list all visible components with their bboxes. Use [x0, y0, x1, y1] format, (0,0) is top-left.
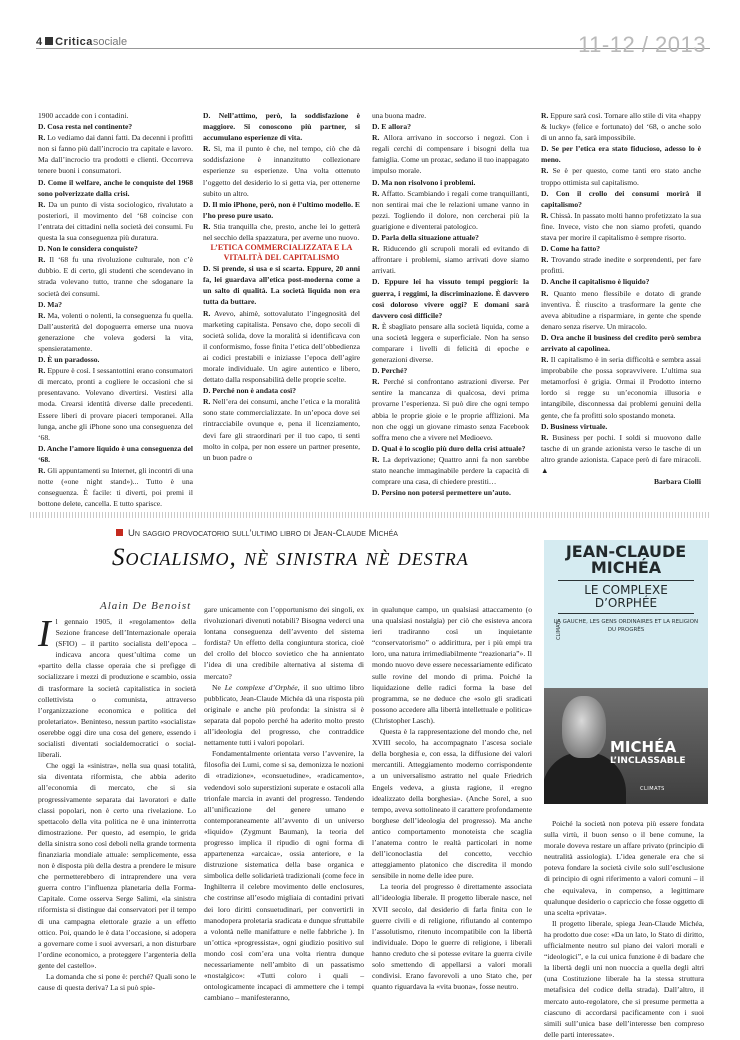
- answer-marker: R.: [372, 133, 380, 143]
- band-tagline: L’INCLASSABLE: [610, 756, 686, 766]
- answer-paragraph: [372, 321, 529, 365]
- band-publisher: CLIMATS: [640, 786, 665, 792]
- answer-marker: R.: [38, 199, 46, 209]
- answer-text: Stia tranquilla che, presto, anche lei lo getterà nel secchio della spazzatura, per averne uno nuovo.: [203, 221, 360, 243]
- answer-marker: R.: [203, 397, 211, 407]
- answer-marker: R.: [541, 288, 549, 298]
- question-paragraph: D. Anche l’amore liquido è una conseguenza del ‘68.: [38, 443, 193, 464]
- answer-text: Il ‘68 fu una rivoluzione culturale, non c’è dubbio. E di certo, gli studenti che scendevano in strada volevano tutto, tranne che sdoganare la società dei consumi.: [38, 255, 193, 298]
- answer-marker: R.: [372, 321, 380, 331]
- article-paragraph: l gennaio 1905, il «regolamento» della Sezione francese dell’Internazionale operaia (SFIO) – il partito socialista dell’epoca – indicava ancora quest’ultima come un «partito della classe operaia che si prefigge di socializzare i mezzi di produzione e scambio, ossia di trasformare la società capitalistica in società collettivista o comunista, attraverso l’organizzazione economica e politica del proletariato». Beninteso, nessun partito «socialista» oserebbe oggi dire una cosa del genere, essendo i socialisti diventati socialdemocratici o social-liberali.: [38, 617, 196, 760]
- answer-text: Gli appuntamenti su Internet, gli incontri di una notte («one night stand»)... Tutto è una conseguenza. È facile: ti diverti, poi premi il bottone delete, cancella. E tutto sparisce.: [38, 466, 193, 509]
- article-paragraph: Il progetto liberale, spiega Jean-Claude Michéa, ha prodotto due cose: «Da un lato, lo Stato di diritto, ufficialmente neutro sul piano dei valori morali e “ideologici”, e la cui unica funzione è di badare che la libertà degli uni non nuoccia a quella degli altri (una Costituzione liberale ha la stessa struttura metafisica del codice della strada). Dall’altro, il mercato auto-regolatore, che si presume permetta a ciascuno di accordarsi pacificamente con i suoi simili sull’unica base dell’interesse ben compreso delle parti interessate».: [544, 918, 704, 1039]
- answer-marker: R.: [38, 466, 46, 475]
- book-title-italic: Le complexe d’Orphée: [224, 682, 298, 692]
- question-paragraph: D. Ma?: [38, 299, 63, 309]
- answer-text: Lo vediamo dai danni fatti. Da decenni i profitti non si fanno più dall’incrocio tra capitale e lavoro. Ma dall’incrocio tra prodotti e clienti. Occorreva tenere buoni i consumatori.: [38, 133, 194, 176]
- book-author: JEAN-CLAUDE MICHÉA: [565, 542, 687, 577]
- author-signature: Barbara Ciolli: [653, 477, 701, 487]
- article-paragraph: Che oggi la «sinistra», nella sua quasi totalità, sia diventata riformista, che abbia aderito all’economia di mercato, che si sia progressivamente separata dai lavoratori e dalle classi popolari, non è certo una rivelazione. Lo spettacolo della vita politica ne è una ininterrotta dimostrazione. Per questo, ad esempio, le grida della sinistra sono così deboli nella grande tormenta finanziaria mondiale attuale: semplicemente, essa non è disposta più della destra a prendere le misure che permetterebbero di intraprendere una vera guerra contro l’influenza planetaria della Forma-Capitale. Come osserva Serge Salimi, «la sinistra riformista si distingue dai conservatori per il tempo di una campagna elettorale grazie a un effetto ottico. Poi, quando le è data l’occasione, si adopera a governare come i suoi avversari, a non disturbare l’ordine economico, a proteggere l’argenteria della gente del castello».: [38, 761, 196, 970]
- question-paragraph: D. È un paradosso.: [38, 355, 100, 365]
- answer-text: Chissà. In passato molti hanno profetizzato la sua fine. Invece, visto che non siamo profeti, quando stava per morire il capitalismo è sempre risorto.: [541, 210, 701, 243]
- section-divider: [30, 512, 710, 518]
- answer-paragraph: [203, 396, 360, 463]
- question-paragraph: D. Il mio iPhone, però, non è l’ultimo modello. E l’ho preso pure usato.: [203, 199, 360, 220]
- book-title: LE COMPLEXE D’ORPHÉE: [558, 580, 694, 614]
- band-name: MICHÉA: [610, 738, 676, 756]
- interview-column-2: [203, 110, 360, 463]
- question-paragraph: D. Si prende, si usa e si scarta. Eppure, 20 anni fa, lei guardava all’etica post-moderna come a un salto di qualità. La società liquida non era tutta da buttare.: [203, 264, 360, 307]
- question-paragraph: D. Come il welfare, anche le conquiste del 1968 sono polverizzate dalla crisi.: [38, 177, 193, 198]
- answer-paragraph: [38, 254, 193, 298]
- answer-marker: R.: [203, 144, 211, 154]
- photo-face: [562, 696, 606, 758]
- answer-marker: R.: [38, 310, 46, 320]
- answer-text: Business per pochi. I soldi si muovono dalle tasche di un grande azionista verso le tasche di un altro grande azionista. Capace però di fare miracoli. ▲: [541, 432, 701, 475]
- answer-text: Quanto meno flessibile e dotato di grande inventiva. È riuscito a trasformare la gente che aveva abitudine a risparmiare, in gente che spende denaro senza riserve. Un miracolo.: [541, 288, 701, 331]
- question-paragraph: D. Business virtuale.: [541, 421, 608, 431]
- article-column-1: [38, 613, 196, 993]
- article-paragraph: [204, 682, 364, 749]
- square-icon: [116, 529, 123, 536]
- answer-text: Il capitalismo è in seria difficoltà e sembra assai improbabile che possa sopravvivere. L’ultima sua metamorfosi è grigia. Ormai il Prodotto interno lordo si regge su un’economia illusoria e intangibile, disconnessa dai problemi genuini della gente, che fa profitti solo spostando moneta.: [541, 355, 701, 420]
- answer-marker: R.: [372, 454, 380, 464]
- answer-text: Sì, ma il punto è che, nel tempo, ciò che dà soddisfazione è innanzitutto collezionare esperienze su esperienze. Una volta ottenuto l’oggetto del desiderio lo si getta via, per ottenerne subito un altro.: [203, 144, 360, 198]
- answer-text: La deprivazione; Quattro anni fa non sarebbe stato neanche immaginabile perdere la capacità di comprare una casa, di chiedere prestiti…: [372, 454, 529, 487]
- question-paragraph: D. Se per l’etica era stato fiducioso, adesso lo è meno.: [541, 144, 701, 165]
- answer-paragraph: [541, 354, 701, 421]
- text-run: Ne: [212, 682, 225, 692]
- answer-paragraph: [203, 308, 360, 386]
- interview-column-4: [541, 110, 701, 487]
- text-paragraph: 1900 accadde con i contadini.: [38, 111, 129, 120]
- article-paragraph: in qualunque campo, un qualsiasi attaccamento (o una qualsiasi nostalgia) per ciò che esisteva ancora ieri tradiranno così un inquietante “conservatorismo” o addirittura, per i più empi tra loro, una natura irrimediabilmente “reazionaria”». Il mondo nuovo deve essere necessariamente edificato sulle rovine del mondo di prima. Poiché la liquidazione delle radici forma la base del programma, se ne deduce che «solo gli sradicati possono accedere alla libertà intellettuale e politica» (Christopher Lasch).: [372, 605, 532, 725]
- answer-paragraph: [541, 432, 701, 476]
- answer-paragraph: [541, 288, 701, 332]
- answer-text: Nell’era dei consumi, anche l’etica e la moralità sono state commercializzate. In un’epoca dove sei rintracciabile ovunque e, pena il licenziamento, devi fare gli straordinari per il tuo capo, ti senti molto in colpa, per non essere un partner presente, un buon padre o: [203, 397, 360, 462]
- answer-paragraph: [38, 365, 193, 443]
- answer-text: Allora arrivano in soccorso i negozi. Con i regali cerchi di compensare i bisogni della tua famiglia. Come un prozac, sedano il tuo inappagato impulso morale.: [372, 133, 529, 176]
- article-column-3: [372, 604, 532, 992]
- article-paragraph: Poiché la società non poteva più essere fondata sulla virtù, il buon senso o il bene comune, la morale doveva restare un affare privato (principio di neutralità assiologia). L’idea generale era che si poteva fondare la società civile solo sull’esclusione di principio di ogni riferimento a valori comuni – il che equivaleva, in compenso, a legittimare qualunque desiderio o capriccio che fosse oggetto di una scelta «privata».: [544, 819, 704, 917]
- answer-paragraph: [372, 454, 529, 487]
- answer-paragraph: [541, 165, 701, 187]
- interview-column-4-body: [541, 110, 701, 476]
- answer-marker: R.: [541, 210, 549, 220]
- article-paragraph: Questa è la rappresentazione del mondo che, nel XVIII secolo, ha accompagnato l’ascesa sociale della borghesia e, con essa, la diffusione dei valori mercantili. Atteggiamento moderno corrispondente a un universalismo astratto nel quale Friedrich Engels vedeva, a giusta ragione, il «regno idealizzato della borghesia». (Anche Sorel, a suo tempo, aveva sottolineato il carattere profondamente borghese dell’ideologia del progresso). Ma anche antico comportamento monoteista che scaglia l’anatema contro le realtà particolari in nome dell’iconoclastia del concetto, vecchio atteggiamento platonico che discredita il mondo sensibile in nome delle idee pure.: [372, 727, 532, 881]
- interview-column-3: [372, 110, 529, 498]
- answer-paragraph: [203, 143, 360, 198]
- book-cover: [544, 540, 708, 804]
- issue-date: 11-12 / 2013: [578, 32, 706, 57]
- question-paragraph: D. Con il crollo dei consumi morirà il capitalismo?: [541, 188, 701, 209]
- question-paragraph: D. Anche il capitalismo è liquido?: [541, 277, 650, 287]
- answer-text: Trovando strade inedite e sorprendenti, per fare profitti.: [541, 255, 701, 276]
- question-paragraph: D. Non le considera conquiste?: [38, 244, 138, 254]
- question-paragraph: D. Nell’attimo, però, la soddisfazione è maggiore. Si conoscono più partner, si accumulano esperienze di vita.: [203, 111, 360, 143]
- answer-paragraph: [541, 210, 701, 243]
- question-paragraph: D. Qual è lo scoglio più duro della crisi attuale?: [372, 443, 526, 453]
- book-publisher: CLIMATS: [556, 618, 562, 640]
- question-paragraph: D. Come ha fatto?: [541, 244, 601, 254]
- answer-text: Se è per questo, come tanti ero stato anche troppo ottimista sul capitalismo.: [541, 166, 701, 187]
- answer-marker: R.: [541, 355, 549, 365]
- section-subheading: L’ETICA COMMERCIALIZZATA E LA VITALITÀ DEL CAPITALISMO: [210, 243, 353, 263]
- answer-text: Perché si confrontano astrazioni diverse. Per sentire la mancanza di qualcosa, devi prima provarne l’esperienza. Si può dire che ogni tempo abbia le proprie gioie e le proprie afflizioni. Ma non che oggi un giovane rimasto senza Facebook soffra meno che a vivere nel Medioevo.: [372, 377, 529, 442]
- answer-paragraph: [541, 254, 701, 276]
- answer-marker: R.: [541, 111, 549, 120]
- article-headline: Socialismo, nè sinistra nè destra: [112, 544, 469, 571]
- square-icon: [45, 37, 53, 45]
- question-paragraph: D. Cosa resta nel continente?: [38, 122, 133, 132]
- text-paragraph: una buona madre.: [372, 111, 427, 120]
- answer-paragraph: [38, 199, 193, 243]
- page-number-group: [36, 36, 127, 48]
- answer-paragraph: [372, 188, 529, 232]
- article-paragraph: La domanda che si pone è: perché? Quali sono le cause di questa deriva? La si può spie-: [38, 972, 196, 993]
- page-header: [30, 28, 710, 64]
- question-paragraph: D. Eppure lei ha vissuto tempi peggiori: la guerra, i reggimi, la discriminazione. È davvero così doloroso vivere oggi? E domani sarà davvero così difficile?: [372, 277, 529, 320]
- question-paragraph: D. Ma non risolvono i problemi.: [372, 177, 476, 187]
- answer-marker: R.: [541, 255, 549, 265]
- question-paragraph: D. Ora anche il business del credito però sembra arrivato al capolinea.: [541, 332, 701, 353]
- question-paragraph: D. Parla della situazione attuale?: [372, 233, 479, 243]
- answer-text: Affatto. Scambiando i regali come tranquillanti, non sentirai mai che le relazioni umane vanno in pezzi. Togliendo il dolore, non cercherai più la guarigione e diventerai patologico.: [372, 188, 529, 231]
- brand-suffix: sociale: [92, 36, 128, 48]
- article-paragraph: La teoria del progresso è direttamente associata all’ideologia liberale. Il progetto liberale nasce, nel XVII secolo, dal desiderio di farla finita con le guerre civili e di religione, rifiutando al contempo l’assolutismo, ritenuto incompatibile con la libertà individuale. Dopo le guerre di religione, i liberali hanno creduto che si potesse evitare la guerra civile solo smettendo di appellarsi a valori morali condivisi. Erano favorevoli a uno Stato che, per quanto riguardava la «vita buona», fosse neutro.: [372, 882, 532, 992]
- answer-marker: R.: [541, 432, 549, 442]
- answer-paragraph: [203, 221, 360, 243]
- answer-paragraph: [372, 132, 529, 176]
- answer-marker: R.: [372, 377, 380, 387]
- kicker-text: Un saggio provocatorio sull’ultimo libro di Jean-Claude Michéa: [128, 528, 398, 539]
- text-run: , il suo ultimo libro pubblicato, Jean-Claude Michéa dà una risposta più originale e anche più profonda: la sinistra si è separata dal popolo perché ha aderito molto presto all’ideologia del progresso, che contraddice nettamente tutti i valori popolari.: [204, 682, 364, 748]
- answer-marker: R.: [38, 133, 46, 143]
- answer-marker: R.: [38, 255, 46, 265]
- answer-marker: R.: [372, 244, 380, 254]
- question-paragraph: D. Perché non è andata così?: [203, 386, 297, 396]
- answer-paragraph: [38, 310, 193, 354]
- brand-name: Critica: [55, 36, 93, 48]
- book-subtitle: LA GAUCHE, LES GENS ORDINAIRES ET LA RELIGION DU PROGRÈS: [553, 619, 699, 633]
- answer-paragraph: [372, 243, 529, 276]
- author-photo: [544, 688, 708, 804]
- article-kicker: [116, 528, 398, 539]
- answer-marker: R.: [203, 308, 211, 318]
- article-column-4: [544, 818, 704, 1040]
- answer-marker: R.: [203, 221, 211, 231]
- answer-paragraph: [372, 376, 529, 443]
- answer-text: Da un punto di vista sociologico, rivalutato a posteriori, il movimento del ‘68 coincise con l’entrata dei cittadini nella società dei consumi. Fu questa la sua conseguenza più duratura.: [38, 199, 193, 243]
- answer-text: È sbagliato pensare alla società liquida, come a una società leggera e superficiale. Non ha senso comparare i livelli di felicità di epoche e generazioni diverse.: [372, 321, 529, 365]
- answer-marker: R.: [541, 166, 549, 176]
- interview-column-1: [38, 110, 193, 509]
- answer-paragraph: [38, 132, 193, 176]
- question-paragraph: D. Perché?: [372, 366, 408, 376]
- answer-paragraph: [541, 110, 701, 143]
- answer-text: Riducendo gli scrupoli morali ed evitando di affrontare i problemi, siamo arrivati dove siamo arrivati.: [372, 244, 529, 276]
- article-paragraph: Fondamentalmente orientata verso l’avvenire, la filosofia dei Lumi, come si sa, demonizza le nozioni di «tradizione», «consuetudine», «radicamento», vedendovi solo superstizioni superate e ostacoli alla trionfale marcia in avanti del progresso. Tendendo all’unificazione del genere umano e contemporaneamente all’avvento di un universo «liquido» (Zygmunt Bauman), la teoria del progresso implica il ripudio di ogni forma di appartenenza «arcaica», ossia anteriore, e la distruzione sistematica della base organica e simbolica delle solidarietà tradizionali (come fece in Inghilterra il celebre movimento delle enclosures, che costrinse all’esodo migliaia di contadini privati dei loro diritti consuetudinari, per convertirli in manodopera proletaria sradicata e dunque sfruttabile a volontà nelle manifatture e nelle fabbriche ). In un’ottica «progressista», ogni giudizio positivo sul mondo così com’era una volta rientra dunque necessariamente nell’ambito di un passatismo «nostalgico»: «Tutti coloro i quali – ontologicamente incapaci di ammettere che i tempi cambiano – manifesteranno,: [204, 749, 364, 1003]
- question-paragraph: D. Persino non potersi permettere un’auto.: [372, 488, 511, 498]
- article-column-2: [204, 604, 364, 1003]
- answer-text: Eppure è così. I sessantottini erano consumatori di mercato, pronti a cogliere le occasioni che si presentavano. Volevano divertirsi. Vestirsi alla moda. Crearsi identità diverse dalle precedenti. Essere liberi di provare piaceri temporanei. Alla lunga, anche gli iPhone sono una conseguenza del ‘68.: [38, 366, 193, 442]
- drop-cap: I: [38, 613, 51, 655]
- question-paragraph: D. E allora?: [372, 122, 412, 132]
- answer-text: Eppure sarà così. Tornare allo stile di vita «happy & lucky» (felice e fortunato) del ‘68, o anche solo di un anno fa, sarà impossibile.: [541, 111, 701, 143]
- answer-text: Ma, volenti o nolenti, la conseguenza fu quella. Dall’austerità del dopoguerra emerse una nuova generazione che voleva godersi la vita, spensieratamente.: [38, 310, 193, 353]
- answer-marker: R.: [38, 366, 46, 376]
- article-paragraph: gare unicamente con l’opportunismo dei singoli, ex rivoluzionari divenuti notabili? Bisogna vederci una lontana conseguenza dell’avvento del sistema fordista? Un effetto della congiuntura storica, cioè del crollo del blocco sovietico che ha annientato l’idea di una credibile alternativa al sistema di mercato?: [204, 605, 364, 681]
- page-number: 4: [36, 36, 43, 48]
- answer-marker: R.: [372, 188, 380, 198]
- answer-text: Avevo, ahimè, sottovalutato l’ingegnosità del marketing capitalista. Pensavo che, dopo secoli di società solida, dove la moralità si identificava con il conformismo, fosse finita l’etica dell’obbedienza ai codici prestabili e iniziasse l’epoca dell’agire morale individuale. Un agire autentico e libero, dettato dalla responsabilità delle proprie scelte.: [203, 308, 360, 385]
- article-byline: Alain De Benoist: [100, 600, 192, 612]
- answer-paragraph: [38, 465, 193, 509]
